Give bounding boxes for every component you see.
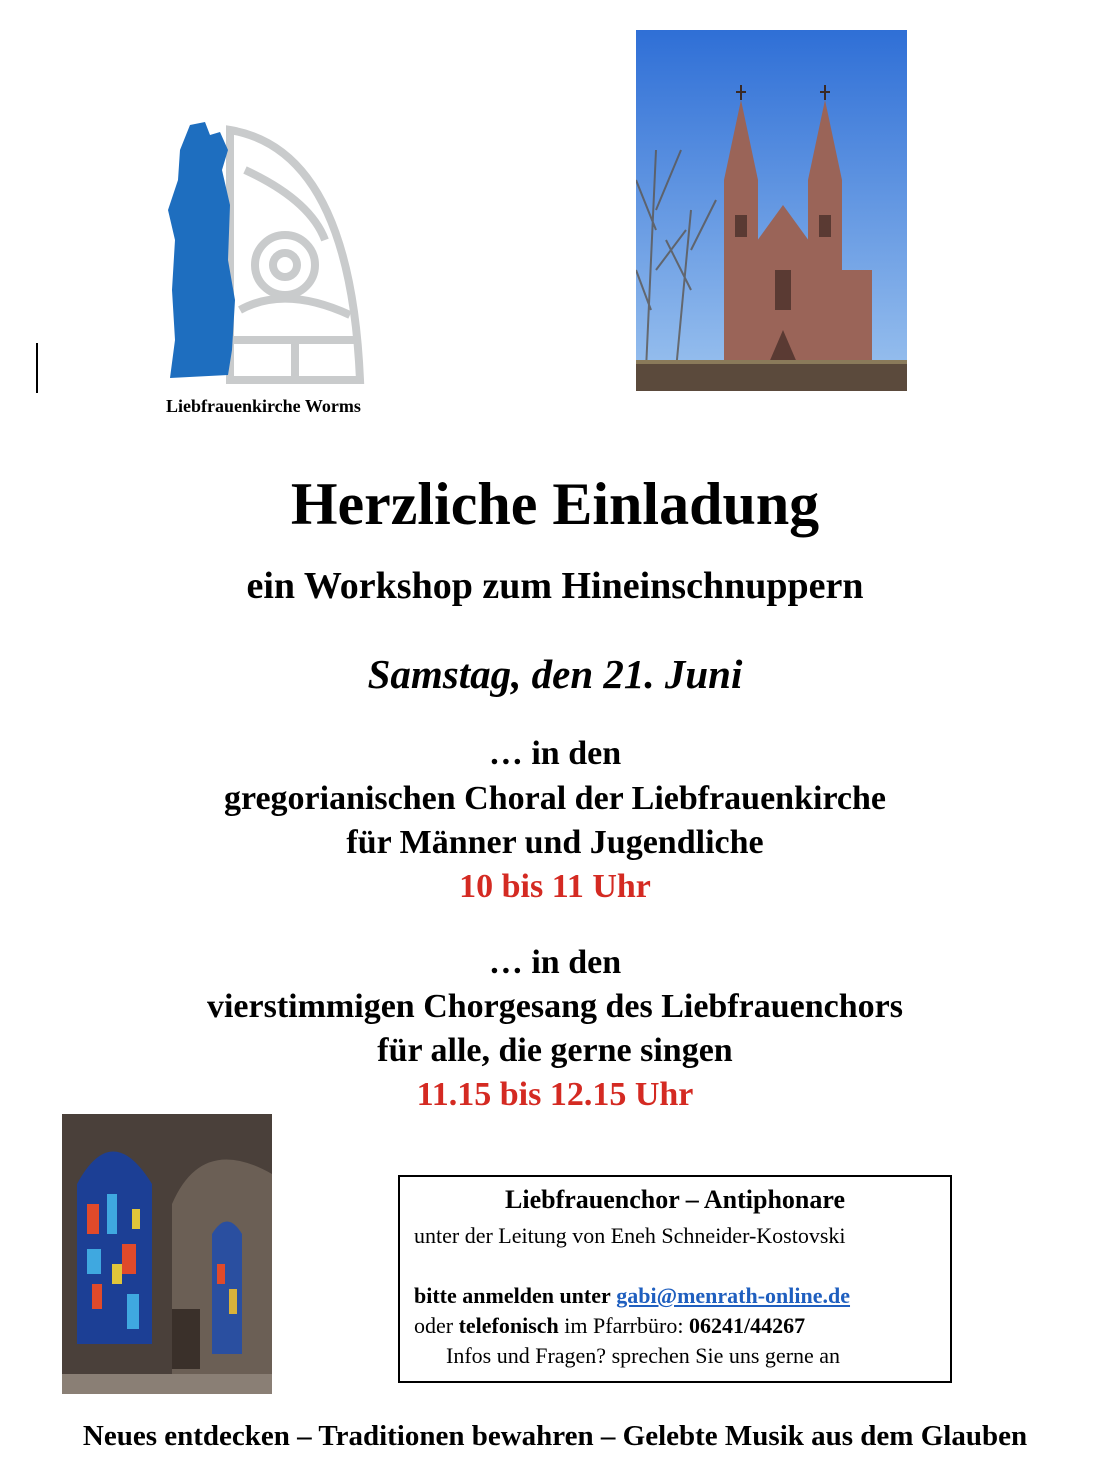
subtitle: ein Workshop zum Hineinschnuppern xyxy=(246,565,864,607)
stained-glass-photo xyxy=(62,1114,272,1394)
registration-line xyxy=(414,1283,850,1309)
church-photo xyxy=(636,30,907,391)
text-cursor xyxy=(36,343,38,393)
email-link[interactable]: gabi@menrath-online.de xyxy=(616,1283,851,1308)
questions-line: Infos und Fragen? sprechen Sie uns gerne an xyxy=(446,1343,841,1368)
info-box-title: Liebfrauenchor – Antiphonare xyxy=(505,1185,845,1214)
choir-leader: unter der Leitung von Eneh Schneider-Kostovski xyxy=(414,1223,846,1248)
phone-number: 06241/44267 xyxy=(688,1313,806,1338)
phone-bold: telefonisch xyxy=(458,1313,559,1338)
phone-prefix: oder xyxy=(414,1313,454,1338)
event-date: Samstag, den 21. Juni xyxy=(367,651,743,697)
section-1-time: 10 bis 11 Uhr xyxy=(459,868,651,905)
section-2-time: 11.15 bis 12.15 Uhr xyxy=(416,1076,694,1113)
section-1-line1: gregorianischen Choral der Liebfrauenkirche xyxy=(223,780,887,817)
section-1-line2: für Männer und Jugendliche xyxy=(346,824,764,861)
footer-slogan: Neues entdecken – Traditionen bewahren – Gelebte Musik aus dem Glauben xyxy=(82,1420,1028,1452)
section-2-line1: vierstimmigen Chorgesang des Liebfrauenchors xyxy=(206,988,903,1025)
page-title: Herzliche Einladung xyxy=(290,471,820,537)
section-1-intro: … in den xyxy=(488,735,622,772)
liebfrauenkirche-logo xyxy=(150,110,380,390)
section-2-intro: … in den xyxy=(488,944,622,981)
phone-middle: im Pfarrbüro: xyxy=(564,1313,684,1338)
logo-caption: Liebfrauenkirche Worms xyxy=(166,396,361,416)
section-2-line2: für alle, die gerne singen xyxy=(377,1032,733,1069)
registration-label: bitte anmelden unter xyxy=(414,1283,611,1308)
phone-line xyxy=(414,1313,805,1339)
info-box xyxy=(398,1175,952,1383)
